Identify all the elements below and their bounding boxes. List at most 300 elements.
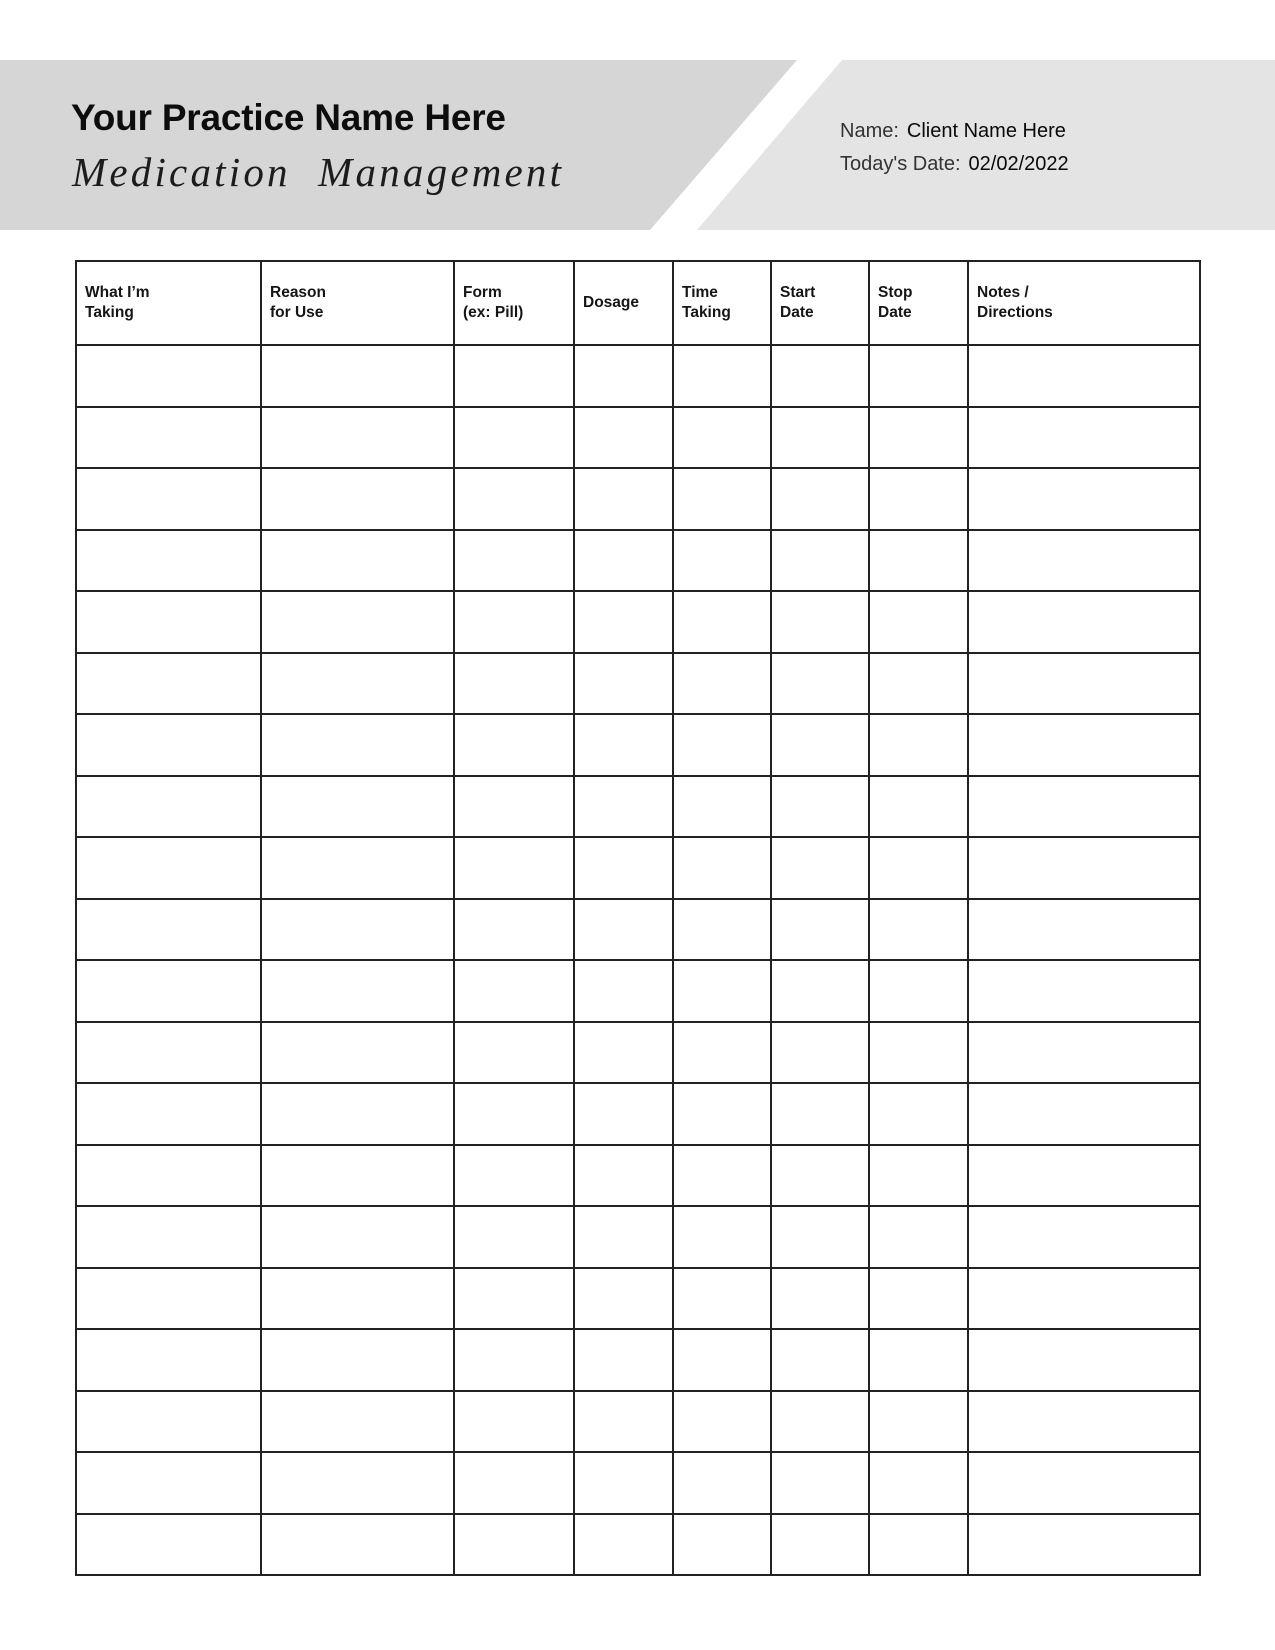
cell-value[interactable] bbox=[674, 592, 770, 652]
cell-value[interactable] bbox=[969, 1084, 1199, 1144]
cell-what-im-taking[interactable] bbox=[76, 776, 261, 838]
cell-value[interactable] bbox=[969, 1207, 1199, 1267]
cell-value[interactable] bbox=[772, 1392, 868, 1452]
cell-value[interactable] bbox=[455, 1269, 573, 1329]
cell-stop-date[interactable] bbox=[869, 407, 968, 469]
cell-start-date[interactable] bbox=[771, 1514, 869, 1576]
cell-what-im-taking[interactable] bbox=[76, 1145, 261, 1207]
cell-what-im-taking[interactable] bbox=[76, 960, 261, 1022]
cell-value[interactable] bbox=[262, 531, 453, 591]
cell-form[interactable] bbox=[454, 1145, 574, 1207]
cell-value[interactable] bbox=[674, 777, 770, 837]
cell-notes-directions[interactable] bbox=[968, 1083, 1200, 1145]
cell-start-date[interactable] bbox=[771, 776, 869, 838]
cell-reason-for-use[interactable] bbox=[261, 345, 454, 407]
cell-value[interactable] bbox=[870, 654, 967, 714]
cell-reason-for-use[interactable] bbox=[261, 1514, 454, 1576]
cell-value[interactable] bbox=[77, 1453, 260, 1513]
cell-value[interactable] bbox=[262, 961, 453, 1021]
cell-value[interactable] bbox=[674, 469, 770, 529]
cell-reason-for-use[interactable] bbox=[261, 1083, 454, 1145]
cell-notes-directions[interactable] bbox=[968, 960, 1200, 1022]
cell-notes-directions[interactable] bbox=[968, 1514, 1200, 1576]
cell-value[interactable] bbox=[262, 592, 453, 652]
cell-what-im-taking[interactable] bbox=[76, 591, 261, 653]
cell-notes-directions[interactable] bbox=[968, 1329, 1200, 1391]
cell-value[interactable] bbox=[455, 900, 573, 960]
cell-value[interactable] bbox=[575, 1146, 672, 1206]
cell-start-date[interactable] bbox=[771, 1329, 869, 1391]
cell-start-date[interactable] bbox=[771, 1022, 869, 1084]
cell-value[interactable] bbox=[674, 1146, 770, 1206]
cell-form[interactable] bbox=[454, 345, 574, 407]
cell-notes-directions[interactable] bbox=[968, 1452, 1200, 1514]
cell-reason-for-use[interactable] bbox=[261, 899, 454, 961]
cell-form[interactable] bbox=[454, 960, 574, 1022]
cell-dosage[interactable] bbox=[574, 960, 673, 1022]
cell-reason-for-use[interactable] bbox=[261, 468, 454, 530]
cell-value[interactable] bbox=[674, 715, 770, 775]
cell-start-date[interactable] bbox=[771, 407, 869, 469]
cell-value[interactable] bbox=[772, 1269, 868, 1329]
cell-value[interactable] bbox=[262, 1515, 453, 1575]
cell-notes-directions[interactable] bbox=[968, 591, 1200, 653]
cell-stop-date[interactable] bbox=[869, 1145, 968, 1207]
cell-time-taking[interactable] bbox=[673, 960, 771, 1022]
cell-form[interactable] bbox=[454, 1452, 574, 1514]
cell-start-date[interactable] bbox=[771, 714, 869, 776]
cell-value[interactable] bbox=[455, 408, 573, 468]
cell-what-im-taking[interactable] bbox=[76, 1022, 261, 1084]
cell-value[interactable] bbox=[870, 1146, 967, 1206]
cell-reason-for-use[interactable] bbox=[261, 837, 454, 899]
cell-value[interactable] bbox=[77, 1269, 260, 1329]
cell-reason-for-use[interactable] bbox=[261, 591, 454, 653]
cell-value[interactable] bbox=[262, 408, 453, 468]
cell-reason-for-use[interactable] bbox=[261, 1452, 454, 1514]
cell-form[interactable] bbox=[454, 1329, 574, 1391]
cell-value[interactable] bbox=[674, 1207, 770, 1267]
cell-value[interactable] bbox=[77, 1330, 260, 1390]
cell-value[interactable] bbox=[674, 1084, 770, 1144]
cell-time-taking[interactable] bbox=[673, 837, 771, 899]
cell-form[interactable] bbox=[454, 899, 574, 961]
cell-form[interactable] bbox=[454, 1514, 574, 1576]
cell-value[interactable] bbox=[969, 408, 1199, 468]
cell-notes-directions[interactable] bbox=[968, 407, 1200, 469]
cell-stop-date[interactable] bbox=[869, 1452, 968, 1514]
cell-value[interactable] bbox=[262, 1269, 453, 1329]
cell-stop-date[interactable] bbox=[869, 714, 968, 776]
cell-value[interactable] bbox=[674, 346, 770, 406]
cell-start-date[interactable] bbox=[771, 653, 869, 715]
cell-start-date[interactable] bbox=[771, 899, 869, 961]
cell-what-im-taking[interactable] bbox=[76, 1083, 261, 1145]
cell-value[interactable] bbox=[575, 408, 672, 468]
cell-dosage[interactable] bbox=[574, 407, 673, 469]
cell-time-taking[interactable] bbox=[673, 899, 771, 961]
cell-what-im-taking[interactable] bbox=[76, 1514, 261, 1576]
cell-stop-date[interactable] bbox=[869, 653, 968, 715]
cell-form[interactable] bbox=[454, 653, 574, 715]
cell-value[interactable] bbox=[575, 777, 672, 837]
cell-value[interactable] bbox=[455, 346, 573, 406]
cell-reason-for-use[interactable] bbox=[261, 776, 454, 838]
cell-value[interactable] bbox=[870, 592, 967, 652]
cell-value[interactable] bbox=[870, 408, 967, 468]
cell-value[interactable] bbox=[870, 900, 967, 960]
cell-notes-directions[interactable] bbox=[968, 776, 1200, 838]
cell-time-taking[interactable] bbox=[673, 1329, 771, 1391]
cell-stop-date[interactable] bbox=[869, 530, 968, 592]
cell-value[interactable] bbox=[772, 1146, 868, 1206]
cell-value[interactable] bbox=[262, 900, 453, 960]
todays-date-field[interactable]: 02/02/2022 bbox=[968, 153, 1069, 175]
cell-value[interactable] bbox=[77, 346, 260, 406]
cell-value[interactable] bbox=[77, 1207, 260, 1267]
cell-value[interactable] bbox=[575, 469, 672, 529]
cell-notes-directions[interactable] bbox=[968, 1145, 1200, 1207]
cell-value[interactable] bbox=[772, 346, 868, 406]
cell-value[interactable] bbox=[674, 961, 770, 1021]
cell-start-date[interactable] bbox=[771, 1452, 869, 1514]
cell-value[interactable] bbox=[674, 531, 770, 591]
cell-value[interactable] bbox=[772, 1207, 868, 1267]
cell-value[interactable] bbox=[575, 1023, 672, 1083]
cell-stop-date[interactable] bbox=[869, 468, 968, 530]
cell-value[interactable] bbox=[262, 1084, 453, 1144]
cell-value[interactable] bbox=[772, 777, 868, 837]
cell-value[interactable] bbox=[772, 592, 868, 652]
cell-value[interactable] bbox=[455, 1146, 573, 1206]
cell-value[interactable] bbox=[77, 838, 260, 898]
cell-reason-for-use[interactable] bbox=[261, 1206, 454, 1268]
cell-value[interactable] bbox=[455, 1453, 573, 1513]
cell-value[interactable] bbox=[969, 1023, 1199, 1083]
cell-value[interactable] bbox=[870, 838, 967, 898]
cell-what-im-taking[interactable] bbox=[76, 837, 261, 899]
cell-stop-date[interactable] bbox=[869, 1268, 968, 1330]
cell-value[interactable] bbox=[575, 1392, 672, 1452]
cell-time-taking[interactable] bbox=[673, 530, 771, 592]
cell-stop-date[interactable] bbox=[869, 1514, 968, 1576]
cell-dosage[interactable] bbox=[574, 468, 673, 530]
cell-value[interactable] bbox=[455, 1084, 573, 1144]
cell-value[interactable] bbox=[772, 1023, 868, 1083]
cell-value[interactable] bbox=[575, 1084, 672, 1144]
cell-value[interactable] bbox=[674, 408, 770, 468]
cell-dosage[interactable] bbox=[574, 345, 673, 407]
cell-form[interactable] bbox=[454, 837, 574, 899]
cell-reason-for-use[interactable] bbox=[261, 1329, 454, 1391]
cell-value[interactable] bbox=[870, 1207, 967, 1267]
cell-value[interactable] bbox=[969, 715, 1199, 775]
cell-value[interactable] bbox=[772, 408, 868, 468]
cell-value[interactable] bbox=[455, 777, 573, 837]
cell-notes-directions[interactable] bbox=[968, 1206, 1200, 1268]
cell-form[interactable] bbox=[454, 1022, 574, 1084]
cell-value[interactable] bbox=[77, 592, 260, 652]
cell-value[interactable] bbox=[674, 1392, 770, 1452]
cell-value[interactable] bbox=[772, 1084, 868, 1144]
cell-value[interactable] bbox=[575, 900, 672, 960]
cell-value[interactable] bbox=[674, 1023, 770, 1083]
cell-value[interactable] bbox=[575, 1207, 672, 1267]
cell-value[interactable] bbox=[870, 346, 967, 406]
cell-reason-for-use[interactable] bbox=[261, 1268, 454, 1330]
cell-value[interactable] bbox=[262, 346, 453, 406]
cell-notes-directions[interactable] bbox=[968, 837, 1200, 899]
cell-value[interactable] bbox=[455, 469, 573, 529]
cell-notes-directions[interactable] bbox=[968, 1268, 1200, 1330]
cell-value[interactable] bbox=[870, 1330, 967, 1390]
cell-stop-date[interactable] bbox=[869, 776, 968, 838]
cell-what-im-taking[interactable] bbox=[76, 468, 261, 530]
cell-stop-date[interactable] bbox=[869, 345, 968, 407]
cell-what-im-taking[interactable] bbox=[76, 1391, 261, 1453]
cell-form[interactable] bbox=[454, 407, 574, 469]
cell-value[interactable] bbox=[870, 1023, 967, 1083]
cell-dosage[interactable] bbox=[574, 1145, 673, 1207]
cell-what-im-taking[interactable] bbox=[76, 1268, 261, 1330]
cell-reason-for-use[interactable] bbox=[261, 407, 454, 469]
cell-value[interactable] bbox=[969, 777, 1199, 837]
cell-value[interactable] bbox=[674, 838, 770, 898]
cell-value[interactable] bbox=[870, 1269, 967, 1329]
cell-dosage[interactable] bbox=[574, 714, 673, 776]
cell-value[interactable] bbox=[870, 715, 967, 775]
cell-what-im-taking[interactable] bbox=[76, 1206, 261, 1268]
cell-what-im-taking[interactable] bbox=[76, 653, 261, 715]
cell-stop-date[interactable] bbox=[869, 1206, 968, 1268]
cell-value[interactable] bbox=[455, 1392, 573, 1452]
cell-value[interactable] bbox=[969, 838, 1199, 898]
cell-value[interactable] bbox=[575, 592, 672, 652]
cell-value[interactable] bbox=[262, 1330, 453, 1390]
cell-value[interactable] bbox=[772, 1330, 868, 1390]
cell-value[interactable] bbox=[455, 654, 573, 714]
cell-time-taking[interactable] bbox=[673, 468, 771, 530]
cell-start-date[interactable] bbox=[771, 960, 869, 1022]
cell-value[interactable] bbox=[455, 715, 573, 775]
cell-value[interactable] bbox=[969, 1515, 1199, 1575]
cell-time-taking[interactable] bbox=[673, 1145, 771, 1207]
cell-value[interactable] bbox=[772, 654, 868, 714]
cell-value[interactable] bbox=[575, 1269, 672, 1329]
cell-start-date[interactable] bbox=[771, 530, 869, 592]
cell-value[interactable] bbox=[870, 469, 967, 529]
cell-stop-date[interactable] bbox=[869, 591, 968, 653]
cell-time-taking[interactable] bbox=[673, 345, 771, 407]
cell-what-im-taking[interactable] bbox=[76, 899, 261, 961]
cell-what-im-taking[interactable] bbox=[76, 714, 261, 776]
cell-value[interactable] bbox=[77, 469, 260, 529]
cell-value[interactable] bbox=[870, 531, 967, 591]
cell-value[interactable] bbox=[455, 592, 573, 652]
cell-value[interactable] bbox=[262, 1023, 453, 1083]
cell-dosage[interactable] bbox=[574, 1329, 673, 1391]
cell-reason-for-use[interactable] bbox=[261, 653, 454, 715]
cell-form[interactable] bbox=[454, 468, 574, 530]
cell-value[interactable] bbox=[575, 346, 672, 406]
cell-form[interactable] bbox=[454, 714, 574, 776]
cell-value[interactable] bbox=[455, 531, 573, 591]
cell-value[interactable] bbox=[575, 838, 672, 898]
cell-dosage[interactable] bbox=[574, 1022, 673, 1084]
cell-value[interactable] bbox=[77, 1392, 260, 1452]
cell-time-taking[interactable] bbox=[673, 1206, 771, 1268]
cell-value[interactable] bbox=[969, 1269, 1199, 1329]
cell-value[interactable] bbox=[969, 531, 1199, 591]
cell-value[interactable] bbox=[772, 531, 868, 591]
cell-value[interactable] bbox=[772, 961, 868, 1021]
cell-value[interactable] bbox=[575, 715, 672, 775]
cell-dosage[interactable] bbox=[574, 653, 673, 715]
cell-notes-directions[interactable] bbox=[968, 530, 1200, 592]
cell-reason-for-use[interactable] bbox=[261, 960, 454, 1022]
cell-value[interactable] bbox=[969, 1146, 1199, 1206]
cell-what-im-taking[interactable] bbox=[76, 530, 261, 592]
cell-value[interactable] bbox=[674, 1515, 770, 1575]
cell-dosage[interactable] bbox=[574, 837, 673, 899]
cell-what-im-taking[interactable] bbox=[76, 1452, 261, 1514]
cell-value[interactable] bbox=[77, 1146, 260, 1206]
cell-stop-date[interactable] bbox=[869, 960, 968, 1022]
cell-value[interactable] bbox=[262, 1453, 453, 1513]
cell-form[interactable] bbox=[454, 1206, 574, 1268]
cell-dosage[interactable] bbox=[574, 1206, 673, 1268]
cell-value[interactable] bbox=[969, 1330, 1199, 1390]
cell-notes-directions[interactable] bbox=[968, 899, 1200, 961]
client-name-field[interactable]: Client Name Here bbox=[906, 120, 1066, 142]
cell-value[interactable] bbox=[969, 1453, 1199, 1513]
cell-value[interactable] bbox=[870, 1392, 967, 1452]
cell-dosage[interactable] bbox=[574, 1391, 673, 1453]
cell-value[interactable] bbox=[772, 715, 868, 775]
cell-stop-date[interactable] bbox=[869, 1083, 968, 1145]
cell-value[interactable] bbox=[772, 469, 868, 529]
cell-value[interactable] bbox=[262, 1146, 453, 1206]
cell-value[interactable] bbox=[870, 777, 967, 837]
cell-dosage[interactable] bbox=[574, 1452, 673, 1514]
cell-dosage[interactable] bbox=[574, 591, 673, 653]
cell-reason-for-use[interactable] bbox=[261, 530, 454, 592]
cell-stop-date[interactable] bbox=[869, 1391, 968, 1453]
cell-value[interactable] bbox=[575, 1453, 672, 1513]
cell-time-taking[interactable] bbox=[673, 1083, 771, 1145]
cell-reason-for-use[interactable] bbox=[261, 1022, 454, 1084]
cell-dosage[interactable] bbox=[574, 1268, 673, 1330]
cell-start-date[interactable] bbox=[771, 1145, 869, 1207]
cell-value[interactable] bbox=[969, 900, 1199, 960]
cell-value[interactable] bbox=[870, 1515, 967, 1575]
cell-stop-date[interactable] bbox=[869, 1022, 968, 1084]
cell-notes-directions[interactable] bbox=[968, 714, 1200, 776]
cell-value[interactable] bbox=[772, 900, 868, 960]
cell-value[interactable] bbox=[575, 1515, 672, 1575]
cell-start-date[interactable] bbox=[771, 345, 869, 407]
cell-time-taking[interactable] bbox=[673, 653, 771, 715]
cell-start-date[interactable] bbox=[771, 591, 869, 653]
cell-value[interactable] bbox=[262, 654, 453, 714]
cell-dosage[interactable] bbox=[574, 899, 673, 961]
cell-time-taking[interactable] bbox=[673, 591, 771, 653]
cell-value[interactable] bbox=[575, 961, 672, 1021]
cell-reason-for-use[interactable] bbox=[261, 1391, 454, 1453]
cell-value[interactable] bbox=[77, 654, 260, 714]
cell-value[interactable] bbox=[870, 1453, 967, 1513]
cell-value[interactable] bbox=[674, 654, 770, 714]
cell-stop-date[interactable] bbox=[869, 1329, 968, 1391]
cell-value[interactable] bbox=[262, 1392, 453, 1452]
cell-value[interactable] bbox=[262, 1207, 453, 1267]
cell-value[interactable] bbox=[77, 1084, 260, 1144]
cell-value[interactable] bbox=[969, 1392, 1199, 1452]
cell-value[interactable] bbox=[870, 1084, 967, 1144]
cell-start-date[interactable] bbox=[771, 1206, 869, 1268]
cell-start-date[interactable] bbox=[771, 1083, 869, 1145]
cell-dosage[interactable] bbox=[574, 530, 673, 592]
cell-value[interactable] bbox=[575, 531, 672, 591]
cell-value[interactable] bbox=[77, 715, 260, 775]
cell-value[interactable] bbox=[262, 715, 453, 775]
cell-start-date[interactable] bbox=[771, 1268, 869, 1330]
cell-value[interactable] bbox=[969, 469, 1199, 529]
cell-stop-date[interactable] bbox=[869, 899, 968, 961]
cell-value[interactable] bbox=[262, 469, 453, 529]
cell-start-date[interactable] bbox=[771, 468, 869, 530]
cell-form[interactable] bbox=[454, 1268, 574, 1330]
cell-time-taking[interactable] bbox=[673, 407, 771, 469]
cell-value[interactable] bbox=[575, 1330, 672, 1390]
cell-value[interactable] bbox=[969, 961, 1199, 1021]
cell-start-date[interactable] bbox=[771, 837, 869, 899]
cell-stop-date[interactable] bbox=[869, 837, 968, 899]
cell-value[interactable] bbox=[77, 961, 260, 1021]
cell-value[interactable] bbox=[674, 1330, 770, 1390]
cell-what-im-taking[interactable] bbox=[76, 1329, 261, 1391]
cell-value[interactable] bbox=[77, 900, 260, 960]
cell-notes-directions[interactable] bbox=[968, 1391, 1200, 1453]
cell-value[interactable] bbox=[772, 1515, 868, 1575]
cell-value[interactable] bbox=[77, 408, 260, 468]
cell-value[interactable] bbox=[674, 900, 770, 960]
cell-notes-directions[interactable] bbox=[968, 468, 1200, 530]
cell-notes-directions[interactable] bbox=[968, 1022, 1200, 1084]
cell-what-im-taking[interactable] bbox=[76, 345, 261, 407]
cell-notes-directions[interactable] bbox=[968, 345, 1200, 407]
cell-time-taking[interactable] bbox=[673, 1452, 771, 1514]
cell-time-taking[interactable] bbox=[673, 1268, 771, 1330]
cell-value[interactable] bbox=[772, 838, 868, 898]
cell-reason-for-use[interactable] bbox=[261, 1145, 454, 1207]
cell-value[interactable] bbox=[870, 961, 967, 1021]
cell-value[interactable] bbox=[77, 777, 260, 837]
cell-value[interactable] bbox=[455, 1330, 573, 1390]
cell-value[interactable] bbox=[262, 838, 453, 898]
cell-value[interactable] bbox=[455, 1207, 573, 1267]
cell-time-taking[interactable] bbox=[673, 1391, 771, 1453]
cell-form[interactable] bbox=[454, 1083, 574, 1145]
cell-value[interactable] bbox=[77, 1023, 260, 1083]
cell-time-taking[interactable] bbox=[673, 714, 771, 776]
cell-value[interactable] bbox=[262, 777, 453, 837]
cell-what-im-taking[interactable] bbox=[76, 407, 261, 469]
cell-value[interactable] bbox=[455, 838, 573, 898]
cell-notes-directions[interactable] bbox=[968, 653, 1200, 715]
cell-form[interactable] bbox=[454, 1391, 574, 1453]
cell-value[interactable] bbox=[969, 346, 1199, 406]
